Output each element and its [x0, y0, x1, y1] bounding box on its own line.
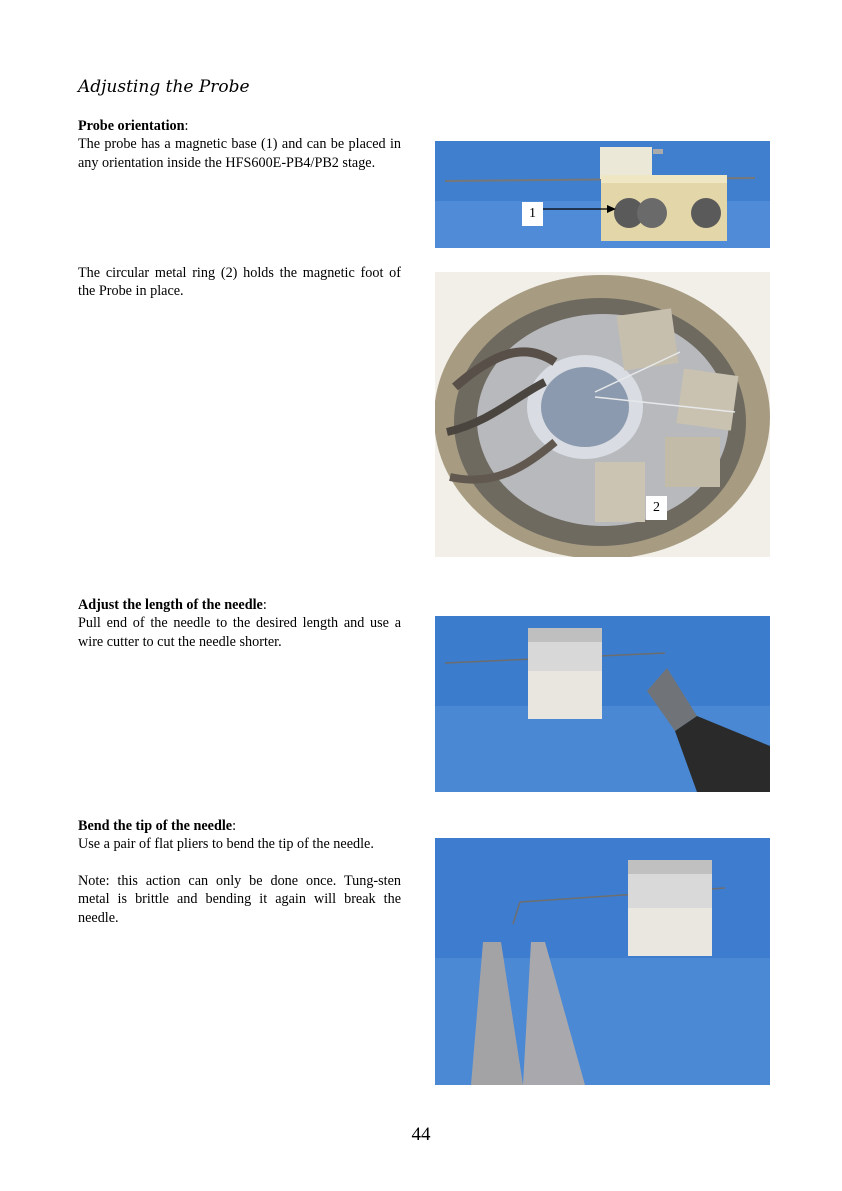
section-text-length: Pull end of the needle to the desired length and use a wire cutter to cut the needle shorter.: [78, 615, 401, 650]
section-probe-orientation: Probe orientation: The probe has a magnetic base (1) and can be placed in any orientation inside the HFS600E-PB4/PB2 stage.: [78, 118, 401, 171]
section-title-length: Adjust the length of the needle: [78, 597, 263, 613]
section-text-ring: The circular metal ring (2) holds the magnetic foot of the Probe in place.: [78, 265, 401, 300]
photo-flat-pliers: [435, 838, 770, 1085]
label-metal-ring: 2: [646, 496, 667, 520]
section-text-bend: Use a pair of flat pliers to bend the tip of the needle.: [78, 836, 374, 853]
photo-stage-metal-ring: [435, 272, 770, 557]
section-bend-tip: Bend the tip of the needle: Use a pair of flat pliers to bend the tip of the needle. Note: this action can only be done once. Tung-sten metal is brittle and bending it again will break the needle.: [78, 818, 401, 926]
section-text-orientation: The probe has a magnetic base (1) and can be placed in any orientation inside the HFS600E-PB4/PB2 stage.: [78, 136, 401, 171]
section-note-bend: Note: this action can only be done once. Tung-sten metal is brittle and bending it again will break the needle.: [78, 872, 401, 926]
page-heading: Adjusting the Probe: [78, 77, 250, 97]
label-magnetic-base: 1: [522, 202, 543, 226]
photo-wire-cutter: [435, 616, 770, 792]
section-adjust-length: Adjust the length of the needle: Pull end of the needle to the desired length and use a wire cutter to cut the needle shorter.: [78, 597, 401, 650]
section-title-orientation: Probe orientation: [78, 118, 185, 134]
page-number: 44: [411, 1124, 431, 1145]
photo-probe-magnetic-base: [435, 141, 770, 248]
section-metal-ring: [78, 264, 401, 301]
section-title-bend: Bend the tip of the needle: [78, 818, 233, 834]
